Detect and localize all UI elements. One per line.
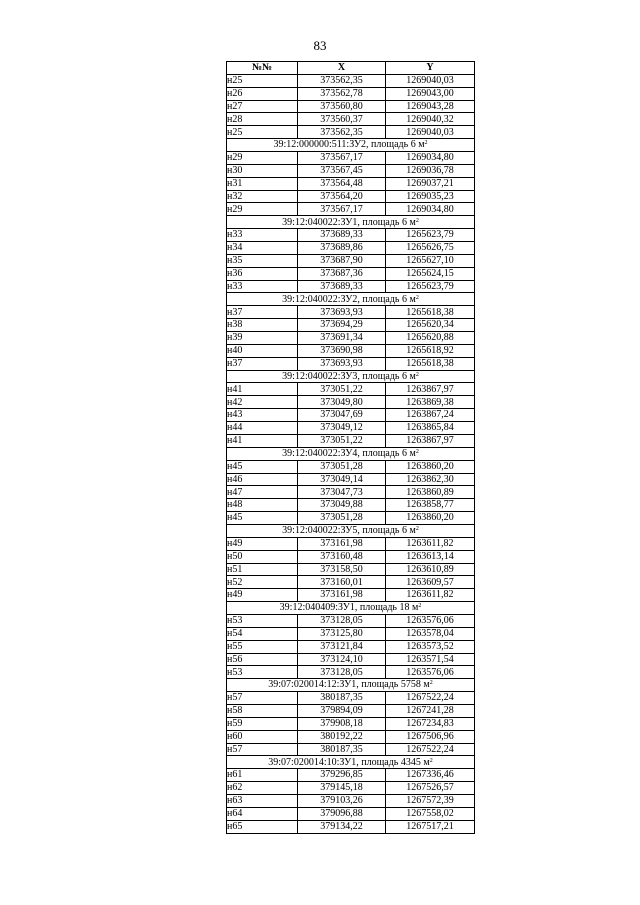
- section-area-unit-power: 2: [415, 526, 419, 533]
- cell-x: 373687,90: [298, 254, 386, 267]
- table-row: [227, 589, 475, 602]
- section-row: [227, 139, 475, 152]
- cell-x: 373564,20: [298, 190, 386, 203]
- cell-x: 373047,73: [298, 486, 386, 499]
- table-row: [227, 242, 475, 255]
- section-area-unit-power: 2: [429, 680, 433, 687]
- table-row: [227, 319, 475, 332]
- cell-y: 1263858,77: [386, 499, 475, 512]
- cell-y: 1263862,30: [386, 473, 475, 486]
- section-area-unit-power: 2: [415, 294, 419, 301]
- section-area-value: 6: [401, 216, 407, 228]
- cell-x: 373160,48: [298, 550, 386, 563]
- cell-y: 1263573,52: [386, 640, 475, 653]
- cell-y: 1269040,03: [386, 126, 475, 139]
- section-row: [227, 602, 475, 615]
- table-row: [227, 203, 475, 216]
- section-area-unit-power: 2: [429, 757, 433, 764]
- cell-point-number: н50: [227, 550, 298, 563]
- table-row: [227, 177, 475, 190]
- cell-point-number: н41: [227, 434, 298, 447]
- cell-y: 1267526,57: [386, 782, 475, 795]
- section-area-unit: м: [406, 448, 416, 459]
- cell-y: 1269043,28: [386, 100, 475, 113]
- table-row: [227, 717, 475, 730]
- table-row: [227, 499, 475, 512]
- cell-point-number: н61: [227, 769, 298, 782]
- section-area-unit: м: [406, 525, 416, 537]
- cell-point-number: н28: [227, 113, 298, 126]
- cell-y: 1263610,89: [386, 563, 475, 576]
- table-row: [227, 550, 475, 563]
- table-row: [227, 306, 475, 319]
- cell-x: 373693,93: [298, 306, 386, 319]
- cell-point-number: н36: [227, 267, 298, 280]
- cell-y: 1265618,92: [386, 344, 475, 357]
- cell-point-number: н54: [227, 627, 298, 640]
- cell-x: 379103,26: [298, 794, 386, 807]
- table-row: [227, 782, 475, 795]
- section-area-value: 6: [401, 293, 407, 305]
- section-parcel-label: 39:12:040022:ЗУ4, площадь: [282, 448, 402, 459]
- cell-x: 373049,88: [298, 499, 386, 512]
- cell-point-number: н39: [227, 332, 298, 345]
- cell-point-number: н46: [227, 473, 298, 486]
- cell-point-number: н42: [227, 396, 298, 409]
- cell-point-number: н65: [227, 820, 298, 833]
- section-area-unit-power: 2: [418, 603, 422, 610]
- section-area-value: 6: [410, 139, 416, 151]
- section-area-value: 5758: [400, 679, 421, 691]
- table-row: [227, 164, 475, 177]
- cell-point-number: н47: [227, 486, 298, 499]
- coordinates-body: [227, 74, 475, 833]
- cell-x: 373560,37: [298, 113, 386, 126]
- table-row: [227, 473, 475, 486]
- cell-y: 1265623,79: [386, 229, 475, 242]
- section-area-value: 18: [399, 602, 410, 614]
- table-row: [227, 460, 475, 473]
- header-y: Y: [386, 62, 475, 75]
- cell-y: 1265623,79: [386, 280, 475, 293]
- header-point-number: №№: [227, 62, 298, 75]
- section-area-unit: м: [406, 370, 416, 382]
- cell-y: 1269034,80: [386, 152, 475, 165]
- cell-point-number: н48: [227, 499, 298, 512]
- header-x: X: [298, 62, 386, 75]
- cell-x: 373560,80: [298, 100, 386, 113]
- section-title: [227, 756, 475, 769]
- section-title: [227, 216, 475, 229]
- cell-point-number: н25: [227, 74, 298, 87]
- cell-point-number: н33: [227, 280, 298, 293]
- cell-x: 373567,17: [298, 203, 386, 216]
- cell-x: 373051,22: [298, 383, 386, 396]
- cell-y: 1263867,97: [386, 434, 475, 447]
- section-title: [227, 370, 475, 383]
- cell-point-number: н29: [227, 152, 298, 165]
- cell-point-number: н59: [227, 717, 298, 730]
- cell-point-number: н35: [227, 254, 298, 267]
- cell-x: 373562,35: [298, 126, 386, 139]
- cell-x: 373689,33: [298, 229, 386, 242]
- cell-y: 1269037,21: [386, 177, 475, 190]
- table-row: [227, 152, 475, 165]
- cell-x: 373161,98: [298, 589, 386, 602]
- cell-point-number: н41: [227, 383, 298, 396]
- section-row: [227, 293, 475, 306]
- cell-point-number: н56: [227, 653, 298, 666]
- section-area-unit: м: [420, 679, 430, 691]
- section-parcel-label: 39:12:040409:ЗУ1, площадь: [279, 602, 400, 614]
- cell-x: 373690,98: [298, 344, 386, 357]
- cell-x: 373051,22: [298, 434, 386, 447]
- table-row: [227, 357, 475, 370]
- section-area-unit: м: [409, 602, 419, 614]
- table-row: [227, 743, 475, 756]
- table-header-row: [227, 62, 475, 75]
- cell-point-number: н62: [227, 782, 298, 795]
- cell-x: 373051,28: [298, 460, 386, 473]
- cell-y: 1265624,15: [386, 267, 475, 280]
- cell-y: 1269040,03: [386, 74, 475, 87]
- cell-x: 373691,34: [298, 332, 386, 345]
- table-row: [227, 396, 475, 409]
- cell-x: 373121,84: [298, 640, 386, 653]
- table-row: [227, 666, 475, 679]
- section-area-value: 6: [401, 448, 407, 459]
- cell-x: 379296,85: [298, 769, 386, 782]
- section-parcel-label: 39:12:040022:ЗУ2, площадь: [282, 293, 402, 305]
- cell-point-number: н45: [227, 512, 298, 525]
- cell-x: 373049,80: [298, 396, 386, 409]
- cell-x: 373689,86: [298, 242, 386, 255]
- table-row: [227, 807, 475, 820]
- table-row: [227, 704, 475, 717]
- cell-x: 379908,18: [298, 717, 386, 730]
- cell-point-number: н44: [227, 422, 298, 435]
- table-row: [227, 692, 475, 705]
- cell-point-number: н52: [227, 576, 298, 589]
- cell-x: 373049,14: [298, 473, 386, 486]
- cell-point-number: н37: [227, 357, 298, 370]
- cell-y: 1263609,57: [386, 576, 475, 589]
- cell-x: 373562,35: [298, 74, 386, 87]
- cell-point-number: н25: [227, 126, 298, 139]
- cell-point-number: н43: [227, 409, 298, 422]
- cell-point-number: н63: [227, 794, 298, 807]
- cell-y: 1269034,80: [386, 203, 475, 216]
- table-row: [227, 190, 475, 203]
- cell-point-number: н55: [227, 640, 298, 653]
- cell-x: 373160,01: [298, 576, 386, 589]
- cell-y: 1263865,84: [386, 422, 475, 435]
- table-row: [227, 254, 475, 267]
- table-row: [227, 486, 475, 499]
- cell-y: 1269043,00: [386, 87, 475, 100]
- cell-y: 1269035,23: [386, 190, 475, 203]
- section-row: [227, 524, 475, 537]
- table-row: [227, 576, 475, 589]
- cell-y: 1265626,75: [386, 242, 475, 255]
- section-row: [227, 679, 475, 692]
- table-row: [227, 74, 475, 87]
- cell-y: 1267522,24: [386, 692, 475, 705]
- cell-point-number: н33: [227, 229, 298, 242]
- cell-x: 373689,33: [298, 280, 386, 293]
- cell-point-number: н31: [227, 177, 298, 190]
- cell-x: 373125,80: [298, 627, 386, 640]
- section-area-unit: м: [415, 139, 425, 151]
- cell-point-number: н40: [227, 344, 298, 357]
- table-row: [227, 820, 475, 833]
- cell-x: 373694,29: [298, 319, 386, 332]
- table-row: [227, 87, 475, 100]
- cell-x: 379096,88: [298, 807, 386, 820]
- table-row: [227, 229, 475, 242]
- section-parcel-label: 39:12:000000:511:ЗУ2, площадь: [273, 139, 411, 151]
- page-number: 83: [313, 38, 327, 53]
- section-area-unit-power: 2: [415, 449, 419, 455]
- cell-x: 373567,17: [298, 152, 386, 165]
- cell-point-number: н53: [227, 614, 298, 627]
- cell-y: 1263869,38: [386, 396, 475, 409]
- table-row: [227, 769, 475, 782]
- table-row: [227, 512, 475, 525]
- cell-x: 373693,93: [298, 357, 386, 370]
- cell-y: 1269036,78: [386, 164, 475, 177]
- table-row: [227, 280, 475, 293]
- cell-point-number: н45: [227, 460, 298, 473]
- section-area-unit-power: 2: [415, 217, 419, 224]
- cell-y: 1263576,06: [386, 666, 475, 679]
- table-row: [227, 126, 475, 139]
- cell-point-number: н26: [227, 87, 298, 100]
- cell-point-number: н51: [227, 563, 298, 576]
- cell-x: 380192,22: [298, 730, 386, 743]
- section-title: [227, 679, 475, 692]
- cell-point-number: н64: [227, 807, 298, 820]
- table-row: [227, 563, 475, 576]
- cell-y: 1267506,96: [386, 730, 475, 743]
- cell-y: 1265620,34: [386, 319, 475, 332]
- cell-point-number: н49: [227, 537, 298, 550]
- table-row: [227, 434, 475, 447]
- cell-point-number: н29: [227, 203, 298, 216]
- cell-y: 1263613,14: [386, 550, 475, 563]
- section-row: [227, 756, 475, 769]
- cell-x: 373161,98: [298, 537, 386, 550]
- cell-point-number: н34: [227, 242, 298, 255]
- coordinates-table: [226, 61, 475, 834]
- cell-y: 1263576,06: [386, 614, 475, 627]
- cell-x: 373567,45: [298, 164, 386, 177]
- cell-y: 1263860,20: [386, 512, 475, 525]
- section-title: [227, 524, 475, 537]
- cell-x: 379894,09: [298, 704, 386, 717]
- table-row: [227, 422, 475, 435]
- cell-x: 373128,05: [298, 666, 386, 679]
- cell-x: 373158,50: [298, 563, 386, 576]
- cell-point-number: н49: [227, 589, 298, 602]
- table-row: [227, 640, 475, 653]
- table-row: [227, 344, 475, 357]
- cell-point-number: н53: [227, 666, 298, 679]
- section-area-unit: м: [406, 293, 416, 305]
- section-area-value: 6: [401, 525, 407, 537]
- cell-y: 1265627,10: [386, 254, 475, 267]
- section-area-value: 6: [401, 370, 407, 382]
- section-parcel-label: 39:12:040022:ЗУ3, площадь: [282, 370, 402, 382]
- section-title: [227, 602, 475, 615]
- cell-point-number: н38: [227, 319, 298, 332]
- section-area-unit-power: 2: [415, 371, 419, 378]
- cell-x: 380187,35: [298, 743, 386, 756]
- cell-y: 1263611,82: [386, 537, 475, 550]
- section-parcel-label: 39:12:040022:ЗУ5, площадь: [282, 525, 402, 537]
- section-title: [227, 447, 475, 460]
- table-row: [227, 267, 475, 280]
- cell-y: 1263611,82: [386, 589, 475, 602]
- section-title: [227, 139, 475, 152]
- table-row: [227, 627, 475, 640]
- cell-point-number: н57: [227, 692, 298, 705]
- table-row: [227, 409, 475, 422]
- table-row: [227, 794, 475, 807]
- cell-y: 1267558,02: [386, 807, 475, 820]
- section-title: [227, 293, 475, 306]
- section-row: [227, 447, 475, 460]
- section-area-unit-power: 2: [424, 140, 428, 147]
- table-row: [227, 383, 475, 396]
- cell-y: 1265618,38: [386, 357, 475, 370]
- table-row: [227, 653, 475, 666]
- section-parcel-label: 39:07:020014:10:ЗУ1, площадь: [268, 756, 401, 768]
- cell-y: 1263578,04: [386, 627, 475, 640]
- cell-x: 373051,28: [298, 512, 386, 525]
- table-row: [227, 730, 475, 743]
- cell-y: 1267572,39: [386, 794, 475, 807]
- table-row: [227, 100, 475, 113]
- cell-y: 1263867,24: [386, 409, 475, 422]
- cell-x: 379134,22: [298, 820, 386, 833]
- section-parcel-label: 39:07:020014:12:ЗУ1, площадь: [268, 679, 401, 691]
- section-area-unit: м: [420, 756, 430, 768]
- cell-x: 379145,18: [298, 782, 386, 795]
- table-row: [227, 614, 475, 627]
- cell-point-number: н60: [227, 730, 298, 743]
- section-row: [227, 370, 475, 383]
- table-row: [227, 332, 475, 345]
- cell-point-number: н32: [227, 190, 298, 203]
- cell-point-number: н27: [227, 100, 298, 113]
- cell-x: 373047,69: [298, 409, 386, 422]
- cell-x: 373128,05: [298, 614, 386, 627]
- cell-x: 373564,48: [298, 177, 386, 190]
- cell-x: 373049,12: [298, 422, 386, 435]
- cell-y: 1265618,38: [386, 306, 475, 319]
- section-area-unit: м: [406, 216, 416, 228]
- cell-y: 1265620,88: [386, 332, 475, 345]
- cell-y: 1267241,28: [386, 704, 475, 717]
- cell-y: 1267336,46: [386, 769, 475, 782]
- section-area-value: 4345: [400, 756, 421, 768]
- section-parcel-label: 39:12:040022:ЗУ1, площадь: [282, 216, 402, 228]
- table-row: [227, 537, 475, 550]
- cell-point-number: н58: [227, 704, 298, 717]
- cell-y: 1263571,54: [386, 653, 475, 666]
- cell-y: 1263867,97: [386, 383, 475, 396]
- cell-y: 1267522,24: [386, 743, 475, 756]
- cell-x: 380187,35: [298, 692, 386, 705]
- cell-point-number: н37: [227, 306, 298, 319]
- cell-point-number: н30: [227, 164, 298, 177]
- cell-y: 1263860,20: [386, 460, 475, 473]
- cell-y: 1263860,89: [386, 486, 475, 499]
- cell-x: 373687,36: [298, 267, 386, 280]
- cell-x: 373562,78: [298, 87, 386, 100]
- cell-x: 373124,10: [298, 653, 386, 666]
- section-row: [227, 216, 475, 229]
- cell-y: 1269040,32: [386, 113, 475, 126]
- cell-point-number: н57: [227, 743, 298, 756]
- cell-y: 1267234,83: [386, 717, 475, 730]
- table-row: [227, 113, 475, 126]
- cell-y: 1267517,21: [386, 820, 475, 833]
